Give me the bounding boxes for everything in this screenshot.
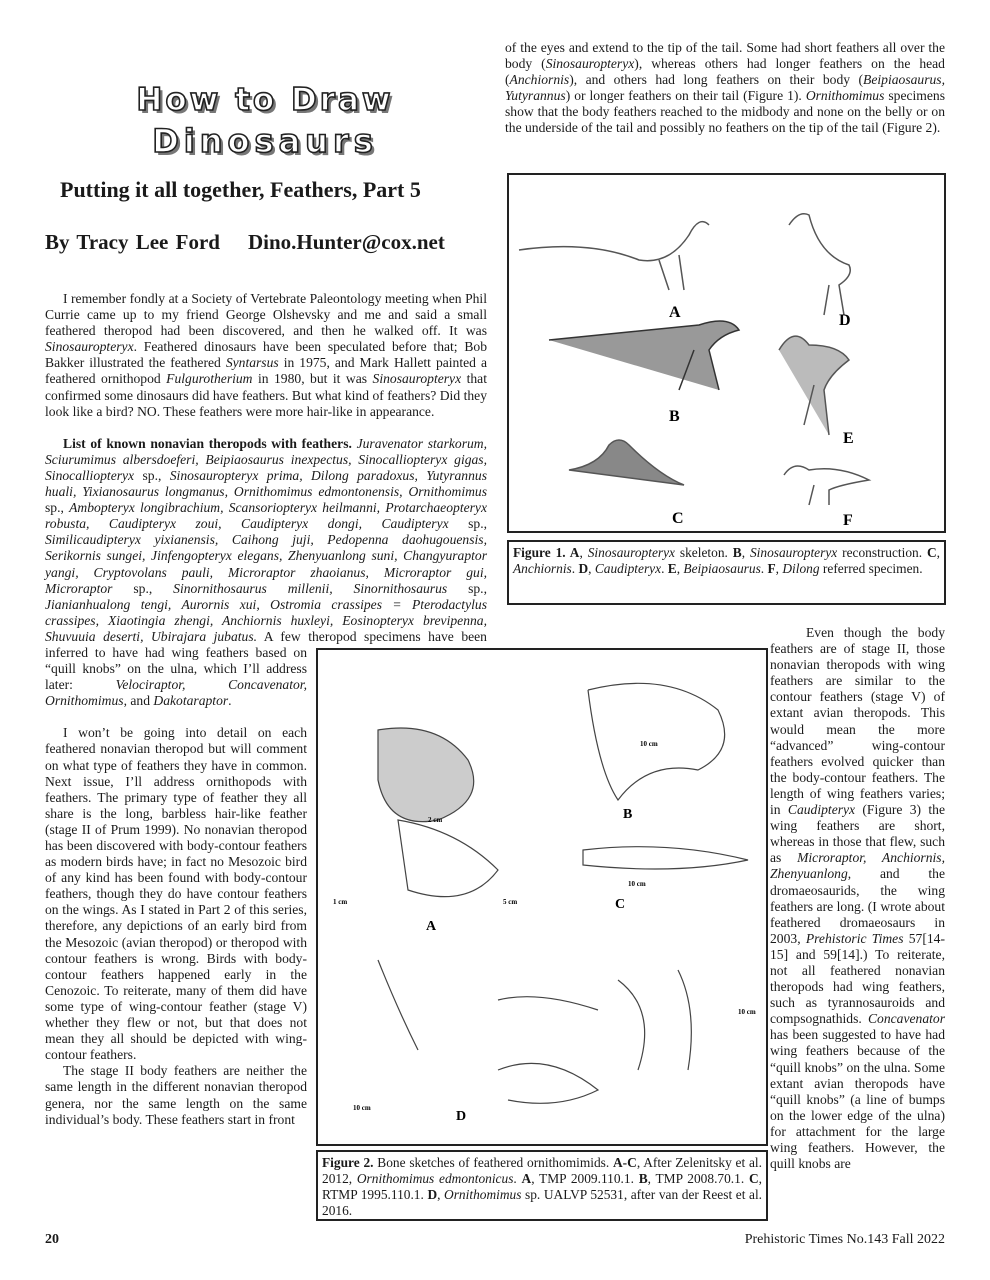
text-run: . Feathered dinosaurs have been speculated before that; Bob Bakker illustrated the feathered — [45, 339, 487, 371]
text-run: , — [775, 561, 783, 576]
italic-text: Ornithomimus — [444, 1187, 522, 1202]
text-run: specimens show that the body feathers reached to the midbody and none on the belly or on the underside of the tail and possibly no feathers on the tip of the tail (Figure 2). — [505, 88, 945, 136]
text-run: in 1980, but it was — [252, 371, 373, 387]
article-subtitle: Putting it all together, Feathers, Part 5 — [60, 177, 421, 202]
italic-text: Caudipteryx — [594, 561, 662, 576]
italic-text: Similicaudipteryx yixianensis, Caihong juji, Pedopenna daohugouensis, Serikornis sungei, Jinfengopteryx elegans, Zhenyuanlong suni, Changyuraptor yangi, Cryptovolans pauli, Microraptor zhaoianus, Microraptor gui, Microraptor — [45, 532, 487, 596]
right-narrow-column — [770, 625, 945, 1172]
italic-text: Sinosauropteryx — [587, 545, 675, 560]
text-run: has been suggested to have had wing feathers because of the “quill knobs” on the ulna. Some extant avian theropods have “quill knobs” (a line of bumps on the lower edge of the ulna) for attachment for the large wing feathers. However, the quill knobs are — [770, 1027, 945, 1172]
text-run: , and the dromaeosaurids, the wing feathers are long. (I wrote about feathered dromaeosaurs in 2003, — [770, 866, 945, 946]
text-run: that confirmed some dinosaurs did have feathers. But what kind of feathers? Did they look like a bird? NO. These feathers were more hair-like in appearance. — [45, 371, 487, 419]
italic-text: Sinosauropteryx — [749, 545, 838, 560]
scale-label: 2 cm — [428, 816, 443, 824]
right-top-text — [505, 40, 945, 137]
paragraph — [45, 291, 487, 420]
italic-text: Juravenator starkorum, Sciurumimus albersdoeferi, Beipiaosaurus inexpectus, Sinocalliopteryx gigas, Sinocalliopteryx — [45, 435, 488, 483]
figure-1-illustration — [509, 175, 944, 531]
bold-text: B — [732, 545, 742, 560]
italic-text: Caudipteryx — [787, 802, 856, 818]
italic-text: Sinosauropteryx — [45, 339, 134, 355]
italic-text: Prehistoric Times — [805, 930, 904, 946]
italic-text: Jianianhualong tengi, Aurornis xui, Ostromia crassipes = Pterodactylus crassipes, Xiaotingia zhengi, Anchiornis huxleyi, Eosinopteryx brevipenna, Shuvuuia deserti, Ubirajara jubatus. — [45, 596, 487, 644]
italic-text: Dilong — [782, 561, 820, 576]
title-line-1: How to Draw — [136, 82, 394, 118]
text-run: Bone sketches of feathered ornithomimids. — [373, 1155, 613, 1170]
page-number: 20 — [45, 1232, 59, 1247]
skeleton-b — [549, 321, 739, 390]
text-run: ), whereas others had longer feathers on the head ( — [505, 56, 945, 88]
text-run: , — [936, 545, 941, 560]
figure-1-label-d: D — [839, 312, 851, 329]
italic-text: Ornithomimus — [805, 88, 885, 104]
text-run: , — [437, 1187, 445, 1202]
text-run: , After Zelenitsky et al. 2012, — [322, 1155, 762, 1186]
text-run: sp., — [45, 500, 70, 516]
text-run: , TMP 2009.110.1. — [531, 1171, 639, 1186]
figure-1-label-e: E — [843, 430, 854, 447]
italic-text: Beipiaosaurus, Yutyrannus — [505, 72, 945, 104]
text-run: , — [676, 561, 684, 576]
text-run: sp. UALVP 52531, after van der Reest et al. 2016. — [322, 1187, 763, 1218]
italic-text: Ambopteryx longibrachium, Scansoriopteryx heilmanni, Protarchaeopteryx robusta, Caudipteryx zoui, Caudipteryx dongi, Caudipteryx — [45, 500, 487, 532]
text-run: sp., — [468, 580, 487, 596]
skeleton-d — [789, 214, 850, 315]
skeleton-e — [779, 336, 849, 435]
text-run: reconstruction. — [837, 545, 927, 560]
bold-text: D — [427, 1187, 438, 1202]
figure-2-label-b: B — [623, 807, 633, 822]
publication-info: Prehistoric Times No.143 Fall 2022 — [744, 1232, 945, 1247]
italic-text: Fulgurotherium — [166, 371, 253, 387]
italic-text: Concavenator — [867, 1011, 945, 1027]
figure-2-label-c: C — [615, 897, 626, 912]
text-run: . — [513, 1171, 522, 1186]
bold-text: A-C — [613, 1155, 637, 1170]
text-run: . — [661, 561, 668, 576]
text-run: I remember fondly at a Society of Vertebrate Paleontology meeting when Phil Currie came up to my friend George Olshevsky and me and said a small feathered theropod had been discovered, and then he walked off. It was — [45, 291, 487, 339]
text-run: (Figure 3) the wing feathers are short, whereas in those that flew, such as — [770, 802, 945, 866]
figure-2-illustration — [318, 650, 766, 1144]
italic-text: Sinosauropteryx prima, Dilong paradoxus, Yutyrannus huali, Yixianosaurus longmanus, Ornithomimus edmontonensis, Ornithomimus — [45, 467, 487, 500]
text-run: , — [588, 561, 595, 576]
italic-text: Sinornithosaurus millenii, Sinornithosaurus — [173, 580, 469, 596]
italic-text: Anchiornis — [513, 561, 572, 576]
text-run: . — [228, 693, 232, 709]
bold-text: Figure 1. A — [513, 545, 580, 560]
text-run: Even though the body feathers are of stage II, those nonavian theropods with wing feathers are similar to the contour feathers (stage V) of extant avian theropods. This would mean the more “advanced” wing-contour feathers evolved quicker than the body-contour feathers. The length of wing feathers varies; in — [770, 625, 945, 818]
paragraph — [505, 40, 945, 137]
text-run: in 1975, and Mark Hallett painted a feathered ornithopod — [45, 355, 487, 387]
text-run: sp., — [133, 580, 174, 596]
figure-2-caption — [316, 1150, 768, 1221]
figure-1-label-a: A — [669, 304, 681, 321]
italic-text: Anchiornis — [509, 72, 570, 88]
paragraph — [770, 625, 945, 1172]
figure-2-label-d: D — [456, 1109, 467, 1124]
figure-1-label-b: B — [669, 408, 680, 425]
text-run: , — [579, 545, 588, 560]
bold-text: Figure 2. — [322, 1155, 374, 1170]
figure-1-label-f: F — [843, 512, 853, 529]
italic-text: Ornithomimus edmontonicus — [356, 1171, 514, 1186]
text-run: of the eyes and extend to the tip of the tail. Some had short feathers all over the body ( — [505, 40, 945, 72]
scale-label: 10 cm — [738, 1008, 756, 1016]
bone-sketch-a — [378, 728, 474, 822]
text-run: referred specimen. — [819, 561, 923, 576]
text-run: The stage II body feathers are neither the same length in the different nonavian theropod genera, nor the same length on the same individual’s body. These feathers start in front — [45, 1063, 307, 1127]
skeleton-f — [784, 466, 869, 505]
bone-sketch-c — [583, 847, 748, 869]
bold-text: A — [521, 1171, 532, 1186]
figure-1 — [507, 173, 946, 533]
bold-text: D — [578, 561, 589, 576]
skeleton-c — [569, 440, 684, 485]
text-run: A few theropod specimens have been inferred to have had wing feathers based on “quill knobs” on the ulna, which I’ll address later: — [45, 628, 487, 693]
figure-1-label-c: C — [672, 510, 684, 527]
text-run: , RTMP 1995.110.1. — [322, 1171, 762, 1202]
title-line-2: Dinosaurs — [152, 122, 378, 160]
bold-text: C — [748, 1171, 759, 1186]
bold-text: List of known nonavian theropods with feathers. — [63, 435, 352, 451]
scale-label: 10 cm — [353, 1104, 371, 1112]
author-email: Dino.Hunter@cox.net — [247, 230, 445, 254]
text-run: 57[14-15] and 59[14].) To reiterate, not all feathered nonavian theropods had wing feathers, such as tyrannosauroids and compsognathids. — [770, 930, 945, 1027]
bold-text: B — [638, 1171, 648, 1186]
scale-label: 5 cm — [503, 898, 518, 906]
skeleton-a — [519, 222, 709, 261]
italic-text: Sinosauropteryx — [372, 371, 462, 387]
italic-text: Syntarsus — [225, 355, 279, 371]
italic-text: Velociraptor, Concavenator, Ornithomimus — [45, 677, 307, 709]
bone-sketch-d — [378, 960, 691, 1070]
text-run: sp., — [142, 467, 170, 483]
text-run: sp., — [468, 516, 487, 532]
text-run: , TMP 2008.70.1. — [647, 1171, 749, 1186]
bold-text: E — [667, 561, 677, 576]
italic-text: Sinosauropteryx — [545, 56, 635, 72]
figure-2 — [316, 648, 768, 1146]
italic-text: Microraptor, Anchiornis, Zhenyuanlong — [770, 850, 945, 882]
text-run: I won’t be going into detail on each feathered nonavian theropod but will comment on what type of feathers they have in common. Next issue, I’ll address ornithopods with feathers. The primary type of feather they all share is the long, barbless hair-like feather (stage II of Prum 1999). No nonavian theropod has been discovered with body-contour feathers as modern birds have; in fact no Mesozoic bird of any kind has been found with body-contour feathers, though they do have contour feathers on the wings. As I stated in Part 2 of this series, therefore, any depictions of an early bird from the Mesozoic (avian theropod) or theropod with contour feathers is wrong. Birds with body-contour feathers happened early in the Cenozoic. To reiterate, many of them did have some type of wing-contour feather (stage V) whether they flew or not, but that does not mean they all should be depicted with wing-contour feathers. — [45, 725, 307, 1063]
author-name: By Tracy Lee Ford — [45, 230, 220, 254]
figure-2-label-a: A — [426, 919, 437, 934]
scale-label: 1 cm — [333, 898, 348, 906]
italic-text: Dakotaraptor — [153, 693, 229, 709]
text-run: ) or longer feathers on their tail (Figure 1). — [565, 88, 806, 104]
scale-label: 10 cm — [628, 880, 646, 888]
text-run: , — [741, 545, 750, 560]
text-run: skeleton. — [675, 545, 733, 560]
bold-text: F — [767, 561, 776, 576]
italic-text: Beipiaosaurus — [683, 561, 761, 576]
text-run: ), and others had long feathers on their body ( — [569, 72, 864, 88]
figure-1-caption — [507, 540, 946, 605]
text-run: . — [760, 561, 768, 576]
scale-label: 10 cm — [640, 740, 658, 748]
text-run: . — [571, 561, 579, 576]
bold-text: C — [926, 545, 937, 560]
byline — [45, 230, 445, 255]
text-run: , and — [123, 693, 154, 709]
